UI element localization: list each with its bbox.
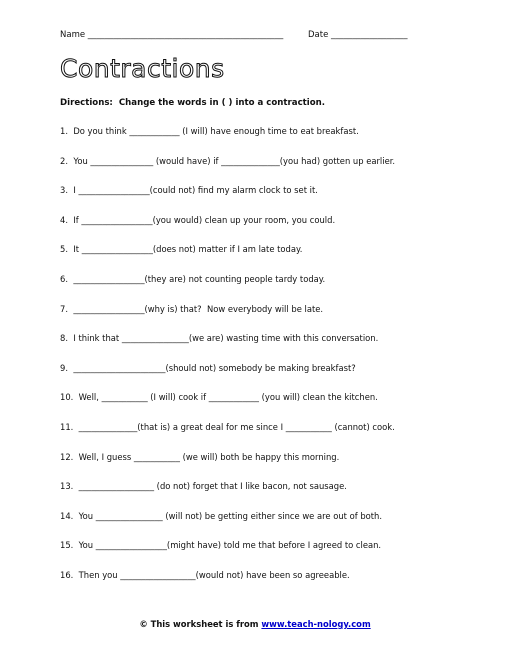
footer bbox=[0, 619, 510, 629]
exercise-item-1: 1. Do you think ____________ (I will) have enough time to eat breakfast. bbox=[60, 126, 359, 136]
exercise-list bbox=[60, 124, 480, 598]
exercise-item-5: 5. It _________________(does not) matter if I am late today. bbox=[60, 244, 303, 255]
exercise-item-2: 2. You _______________ (would have) if ______________(you had) gotten up earlier. bbox=[60, 155, 396, 166]
footer-link[interactable]: www.teach-nology.com bbox=[261, 619, 371, 629]
directions: Directions: Change the words in ( ) into a contraction. bbox=[60, 98, 326, 108]
exercise-item-12: 12. Well, I guess ___________ (we will) both be happy this morning. bbox=[60, 451, 340, 462]
exercise-item-14: 14. You ________________ (will not) be getting either since we are out of both. bbox=[60, 510, 383, 521]
name-field: Name ______________________________________________ bbox=[60, 30, 284, 40]
exercise-item-16: 16. Then you __________________(would not) have been so agreeable. bbox=[60, 569, 350, 580]
exercise-item-4: 4. If _________________(you would) clean up your room, you could. bbox=[60, 214, 336, 225]
footer-text: © This worksheet is from bbox=[139, 619, 262, 629]
exercise-item-9: 9. ______________________(should not) somebody be making breakfast? bbox=[60, 362, 356, 373]
worksheet-title: Contractions bbox=[60, 54, 225, 83]
exercise-item-6: 6. _________________(they are) not counting people tardy today. bbox=[60, 273, 326, 284]
date-field: Date __________________ bbox=[308, 30, 408, 40]
exercise-item-3: 3. I _________________(could not) find my alarm clock to set it. bbox=[60, 185, 318, 196]
exercise-item-13: 13. __________________ (do not) forget that I like bacon, not sausage. bbox=[60, 481, 347, 492]
exercise-item-10: 10. Well, ___________ (I will) cook if ____________ (you will) clean the kitchen. bbox=[60, 392, 378, 403]
exercise-item-7: 7. _________________(why is) that? Now everybody will be late. bbox=[60, 303, 324, 314]
exercise-item-15: 15. You _________________(might have) told me that before I agreed to clean. bbox=[60, 540, 382, 551]
exercise-item-11: 11. ______________(that is) a great deal for me since I ___________ (cannot) cook. bbox=[60, 421, 395, 432]
exercise-item-8: 8. I think that ________________(we are) wasting time with this conversation. bbox=[60, 333, 379, 344]
